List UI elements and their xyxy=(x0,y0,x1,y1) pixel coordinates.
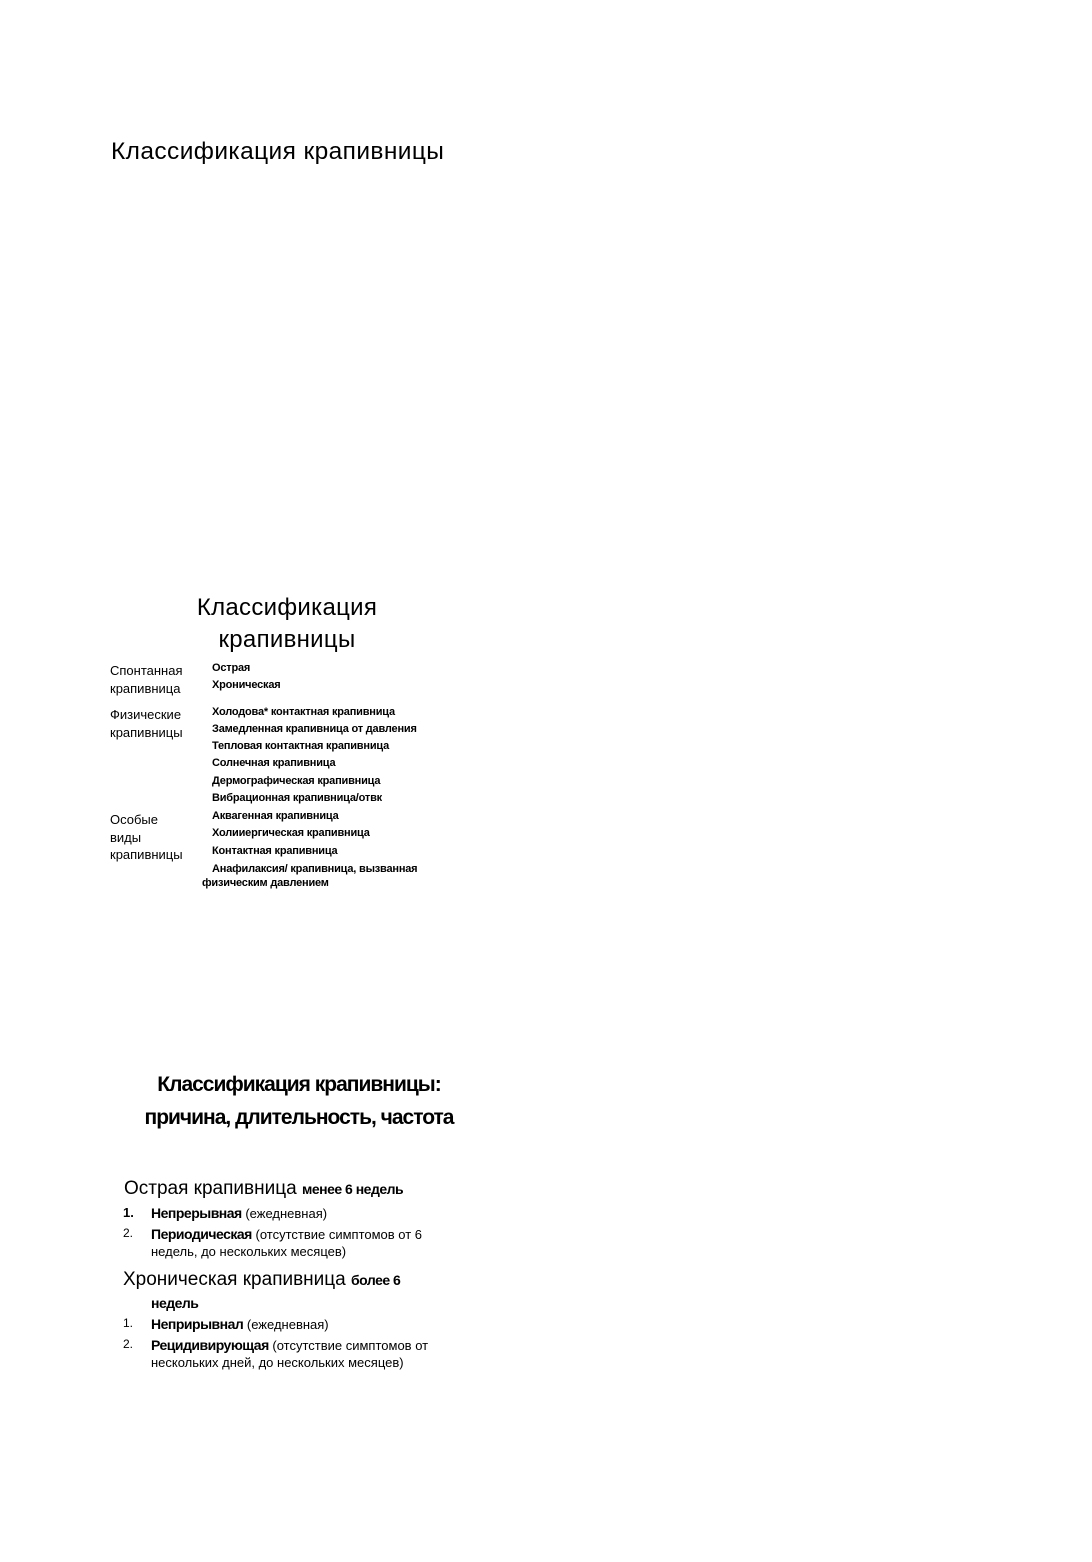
list-number: 2. xyxy=(123,1226,134,1240)
list-item: Хроническая xyxy=(212,679,281,691)
acute-heading-duration: менее 6 недель xyxy=(301,1181,404,1197)
list-item-term: Неприрывнал xyxy=(151,1316,244,1332)
list-item-note: (отсутствие симптомов от 6 xyxy=(255,1227,423,1242)
list-item-continuation: нескольких дней, до нескольких месяцев) xyxy=(151,1355,404,1370)
group-label-line: крапивницы xyxy=(110,724,183,740)
group-label-line: крапивница xyxy=(110,680,181,696)
section-title-line: Классификация xyxy=(196,594,378,621)
list-item-note: (ежедневная) xyxy=(245,1206,328,1221)
chronic-heading-continuation xyxy=(151,1292,198,1314)
list-item: Контактная крапивница xyxy=(212,845,338,857)
list-item: Замедленная крапивница от давления xyxy=(212,723,417,735)
acute-heading xyxy=(124,1178,403,1200)
list-item: Холииергическая крапивница xyxy=(212,827,370,839)
chronic-heading-duration-cont: недель xyxy=(151,1295,199,1311)
section-title-line: причина, длительность, частота xyxy=(144,1106,454,1129)
list-item-term: Периодическая xyxy=(151,1226,252,1242)
list-item: Дермографическая крапивница xyxy=(212,775,381,787)
list-item: Вибрационная крапивница/отвк xyxy=(212,792,382,804)
list-item: Острая xyxy=(212,662,251,674)
list-item: Анафилаксия/ крапивница, вызванная xyxy=(212,863,418,875)
list-item-note: (ежедневная) xyxy=(246,1317,329,1332)
acute-heading-text: Острая крапивница xyxy=(124,1178,297,1199)
group-label-spontaneous xyxy=(110,662,183,697)
list-item: Тепловая контактная крапивница xyxy=(212,740,389,752)
list-item: Солнечная крапивница xyxy=(212,757,336,769)
group-label-line: крапивницы xyxy=(110,847,183,862)
chronic-heading-text: Хроническая крапивница xyxy=(123,1269,346,1290)
chronic-heading xyxy=(123,1269,400,1291)
list-item-term: Непрерывная xyxy=(151,1205,242,1221)
section-title-line: крапивницы xyxy=(218,626,356,653)
group-label-special xyxy=(110,811,183,864)
group-label-physical xyxy=(110,706,183,741)
page-title: Классификация крапивницы xyxy=(111,138,445,165)
list-number: 1. xyxy=(123,1316,134,1330)
list-item-note: (отсутствие симптомов от xyxy=(272,1338,429,1353)
list-number: 1. xyxy=(123,1205,134,1220)
group-label-line: Физические xyxy=(110,707,182,722)
list-item-term: Рецидивирующая xyxy=(151,1337,269,1353)
list-item-continuation: физическим давлением xyxy=(202,877,329,889)
list-number: 2. xyxy=(123,1337,134,1351)
group-label-line: виды xyxy=(110,829,142,845)
list-item: Холодова* контактная крапивница xyxy=(212,706,395,718)
section-title xyxy=(182,592,392,656)
group-label-line: Спонтанная xyxy=(110,663,183,678)
section-title xyxy=(104,1068,494,1134)
group-label-line: Особые xyxy=(110,812,159,827)
list-item: Аквагенная крапивница xyxy=(212,810,339,822)
list-item-continuation: недель, до нескольких месяцев) xyxy=(151,1244,347,1259)
section-title-line: Классификация крапивницы: xyxy=(157,1073,441,1096)
chronic-heading-duration: более 6 xyxy=(351,1272,401,1288)
